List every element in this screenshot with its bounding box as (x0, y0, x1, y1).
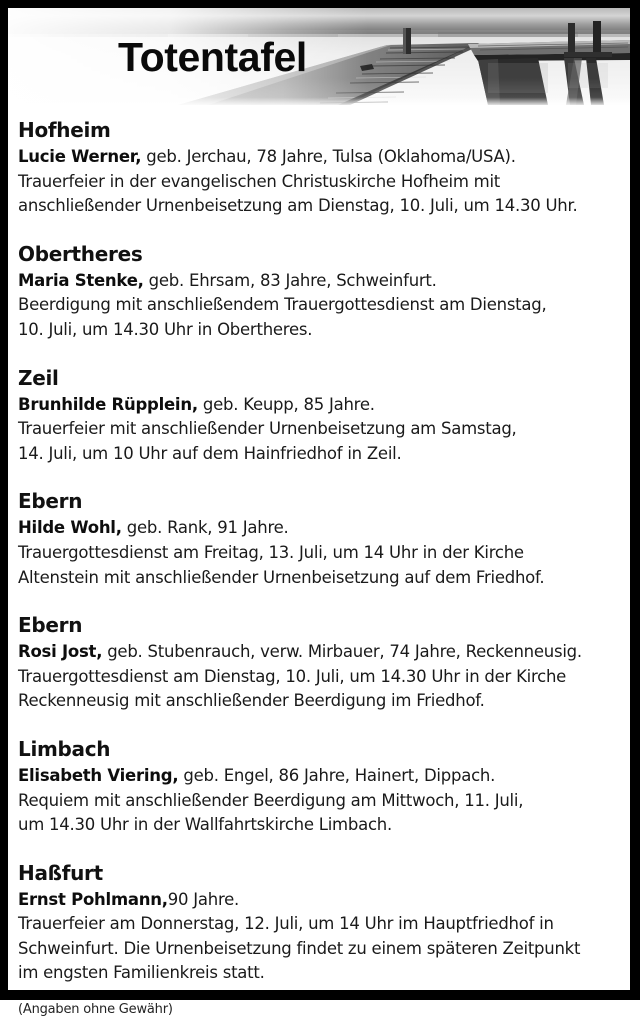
page-title: Totentafel (118, 34, 307, 80)
notice-line: um 14.30 Uhr in der Wallfahrtskirche Limbach. (18, 815, 392, 835)
notice-line: Altenstein mit anschließender Urnenbeisetzung auf dem Friedhof. (18, 567, 545, 587)
notice-line: im engsten Familienkreis statt. (18, 963, 265, 983)
notice-body (18, 640, 616, 714)
notice-entry (18, 117, 616, 219)
notice-place: Zeil (18, 365, 59, 390)
notice-body (18, 145, 616, 219)
notice-line: Trauerfeier am Donnerstag, 12. Juli, um 14 Uhr im Hauptfriedhof in (18, 914, 554, 934)
deceased-name: Hilde Wohl, (18, 518, 122, 538)
notice-place: Obertheres (18, 241, 143, 266)
notice-place: Ebern (18, 613, 83, 638)
notice-line-text: geb. Ehrsam, 83 Jahre, Schweinfurt. (143, 270, 437, 290)
notice-line-text: geb. Engel, 86 Jahre, Hainert, Dippach. (178, 765, 496, 785)
notice-line-text: geb. Rank, 91 Jahre. (121, 518, 289, 538)
notice-line: Trauerfeier mit anschließender Urnenbeisetzung am Samstag, (18, 419, 517, 439)
notice-body (18, 888, 616, 986)
notice-line: Schweinfurt. Die Urnenbeisetzung findet zu einem späteren Zeitpunkt (18, 938, 581, 958)
deceased-name: Ernst Pohlmann, (18, 889, 168, 909)
deceased-name: Maria Stenke, (18, 270, 144, 290)
page-sheet (8, 8, 630, 1018)
notice-entry (18, 241, 616, 343)
notice-place: Haßfurt (18, 860, 103, 885)
notice-line: Trauergottesdienst am Dienstag, 10. Juli, um 14.30 Uhr in der Kirche (18, 666, 567, 686)
disclaimer-note: (Angaben ohne Gewähr) (18, 1002, 173, 1018)
notice-entry (18, 860, 616, 986)
notice-place: Ebern (18, 489, 83, 514)
notice-line-text: geb. Keupp, 85 Jahre. (197, 394, 375, 414)
notice-list (8, 105, 630, 986)
notice-body (18, 393, 616, 467)
notice-line: Beerdigung mit anschließendem Trauergottesdienst am Dienstag, (18, 295, 547, 315)
pier-photograph (8, 8, 630, 105)
notice-line: anschließender Urnenbeisetzung am Dienstag, 10. Juli, um 14.30 Uhr. (18, 196, 578, 216)
notice-place: Hofheim (18, 118, 111, 142)
deceased-name: Rosi Jost, (18, 642, 103, 662)
notice-line (18, 145, 616, 170)
notice-entry (18, 736, 616, 838)
notice-body (18, 516, 616, 590)
notice-entry (18, 612, 616, 714)
deceased-name: Lucie Werner, (18, 147, 142, 166)
masthead-header (8, 8, 630, 105)
notice-place: Limbach (18, 736, 111, 761)
notice-entry (18, 488, 616, 590)
notice-line: 10. Juli, um 14.30 Uhr in Obertheres. (18, 319, 313, 339)
notice-line-text: 90 Jahre. (167, 889, 240, 909)
notice-line (18, 516, 616, 541)
deceased-name: Elisabeth Viering, (18, 765, 179, 785)
notice-line: Trauergottesdienst am Freitag, 13. Juli, um 14 Uhr in der Kirche (18, 542, 524, 562)
notice-line (18, 269, 616, 294)
notice-line (18, 640, 616, 665)
notice-line: Requiem mit anschließender Beerdigung am Mittwoch, 11. Juli, (18, 790, 524, 810)
notice-line-text: geb. Jerchau, 78 Jahre, Tulsa (Oklahoma/USA). (141, 147, 516, 166)
notice-line (18, 888, 616, 913)
notice-entry (18, 365, 616, 467)
notice-line (18, 393, 616, 418)
notice-line (18, 764, 616, 789)
notice-line: 14. Juli, um 10 Uhr auf dem Hainfriedhof in Zeil. (18, 443, 402, 463)
notice-body (18, 764, 616, 838)
notice-body (18, 269, 616, 343)
notice-line-text: geb. Stubenrauch, verw. Mirbauer, 74 Jahre, Reckenneusig. (102, 642, 582, 662)
notice-line: Reckenneusig mit anschließender Beerdigung im Friedhof. (18, 691, 485, 711)
notice-line: Trauerfeier in der evangelischen Christuskirche Hofheim mit (18, 171, 501, 191)
deceased-name: Brunhilde Rüpplein, (18, 394, 198, 414)
